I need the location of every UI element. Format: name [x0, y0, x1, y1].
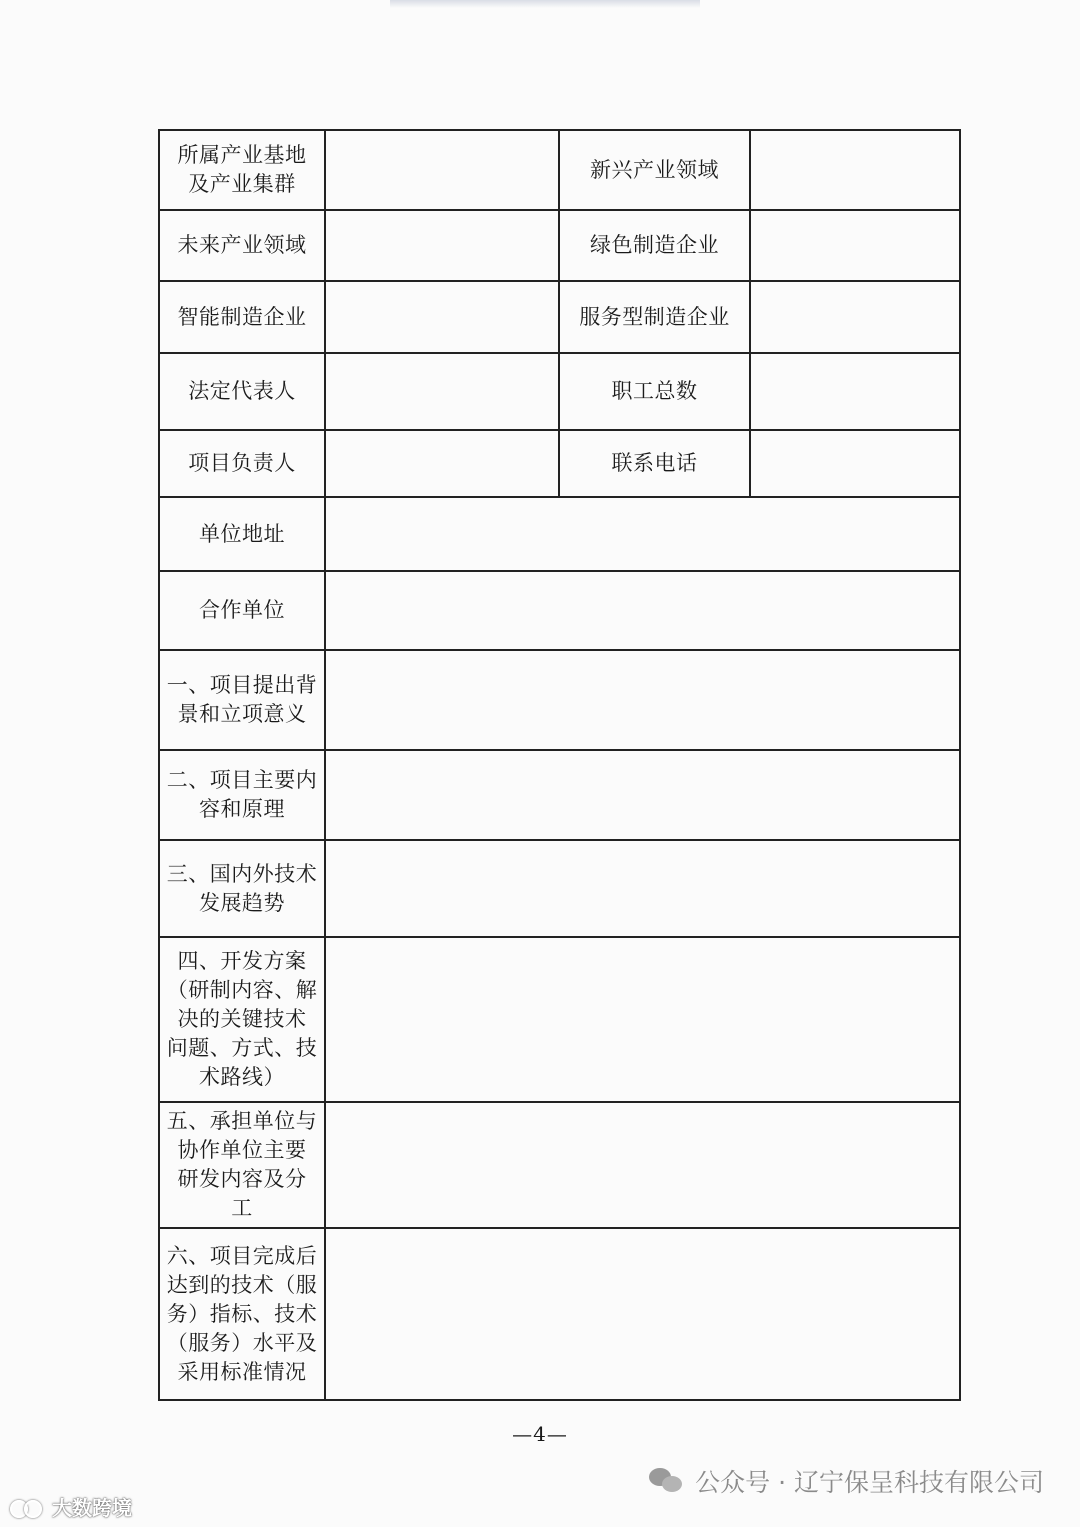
- input-green-manufacturing[interactable]: [750, 210, 960, 281]
- label-industry-base: 所属产业基地 及产业集群: [159, 130, 325, 210]
- label-project-lead: 项目负责人: [159, 430, 325, 497]
- input-industry-base[interactable]: [325, 130, 559, 210]
- form-row-project-lead: [159, 430, 960, 497]
- label-main-content: 二、项目主要内 容和原理: [159, 750, 325, 840]
- input-project-lead[interactable]: [325, 430, 559, 497]
- form-row-main-content: [159, 750, 960, 840]
- form-row-tech-trends: [159, 840, 960, 937]
- input-partner-unit[interactable]: [325, 571, 960, 650]
- label-dev-plan: 四、开发方案 （研制内容、解 决的关键技术 问题、方式、技 术路线）: [159, 937, 325, 1102]
- form-row-partner: [159, 571, 960, 650]
- form-row-tech-indicators: [159, 1228, 960, 1400]
- label-emerging-industry: 新兴产业领域: [559, 130, 750, 210]
- form-row-smart-manufacturing: [159, 281, 960, 353]
- logo-icon: [8, 1497, 44, 1517]
- input-unit-address[interactable]: [325, 497, 960, 571]
- page-top-edge: [390, 0, 700, 8]
- label-tech-indicators: 六、项目完成后 达到的技术（服 务）指标、技术 （服务）水平及 采用标准情况: [159, 1228, 325, 1400]
- form-row-address: [159, 497, 960, 571]
- input-dev-plan[interactable]: [325, 937, 960, 1102]
- label-background: 一、项目提出背 景和立项意义: [159, 650, 325, 750]
- corner-logo: [8, 1492, 132, 1521]
- input-total-employees[interactable]: [750, 353, 960, 430]
- label-smart-manufacturing: 智能制造企业: [159, 281, 325, 353]
- label-partner-unit: 合作单位: [159, 571, 325, 650]
- label-service-manufacturing: 服务型制造企业: [559, 281, 750, 353]
- application-form-table: [158, 129, 961, 1401]
- page-number: —4—: [512, 1422, 568, 1446]
- label-unit-address: 单位地址: [159, 497, 325, 571]
- input-future-industry[interactable]: [325, 210, 559, 281]
- wechat-icon: [649, 1466, 685, 1496]
- input-division-of-work[interactable]: [325, 1102, 960, 1228]
- label-legal-representative: 法定代表人: [159, 353, 325, 430]
- label-future-industry: 未来产业领域: [159, 210, 325, 281]
- input-background[interactable]: [325, 650, 960, 750]
- input-contact-phone[interactable]: [750, 430, 960, 497]
- input-tech-indicators[interactable]: [325, 1228, 960, 1400]
- form-row-future-industry: [159, 210, 960, 281]
- corner-logo-text: 大数跨境: [52, 1496, 132, 1520]
- label-contact-phone: 联系电话: [559, 430, 750, 497]
- label-division-of-work: 五、承担单位与 协作单位主要 研发内容及分 工: [159, 1102, 325, 1228]
- form-row-legal-rep: [159, 353, 960, 430]
- form-row-dev-plan: [159, 937, 960, 1102]
- form-row-background: [159, 650, 960, 750]
- form-row-industry-base: [159, 130, 960, 210]
- label-total-employees: 职工总数: [559, 353, 750, 430]
- input-service-manufacturing[interactable]: [750, 281, 960, 353]
- input-emerging-industry[interactable]: [750, 130, 960, 210]
- input-legal-representative[interactable]: [325, 353, 559, 430]
- form-row-division-of-work: [159, 1102, 960, 1228]
- input-smart-manufacturing[interactable]: [325, 281, 559, 353]
- label-green-manufacturing: 绿色制造企业: [559, 210, 750, 281]
- watermark: [649, 1463, 1044, 1499]
- input-main-content[interactable]: [325, 750, 960, 840]
- watermark-text: 公众号 · 辽宁保呈科技有限公司: [695, 1468, 1044, 1497]
- label-tech-trends: 三、国内外技术 发展趋势: [159, 840, 325, 937]
- input-tech-trends[interactable]: [325, 840, 960, 937]
